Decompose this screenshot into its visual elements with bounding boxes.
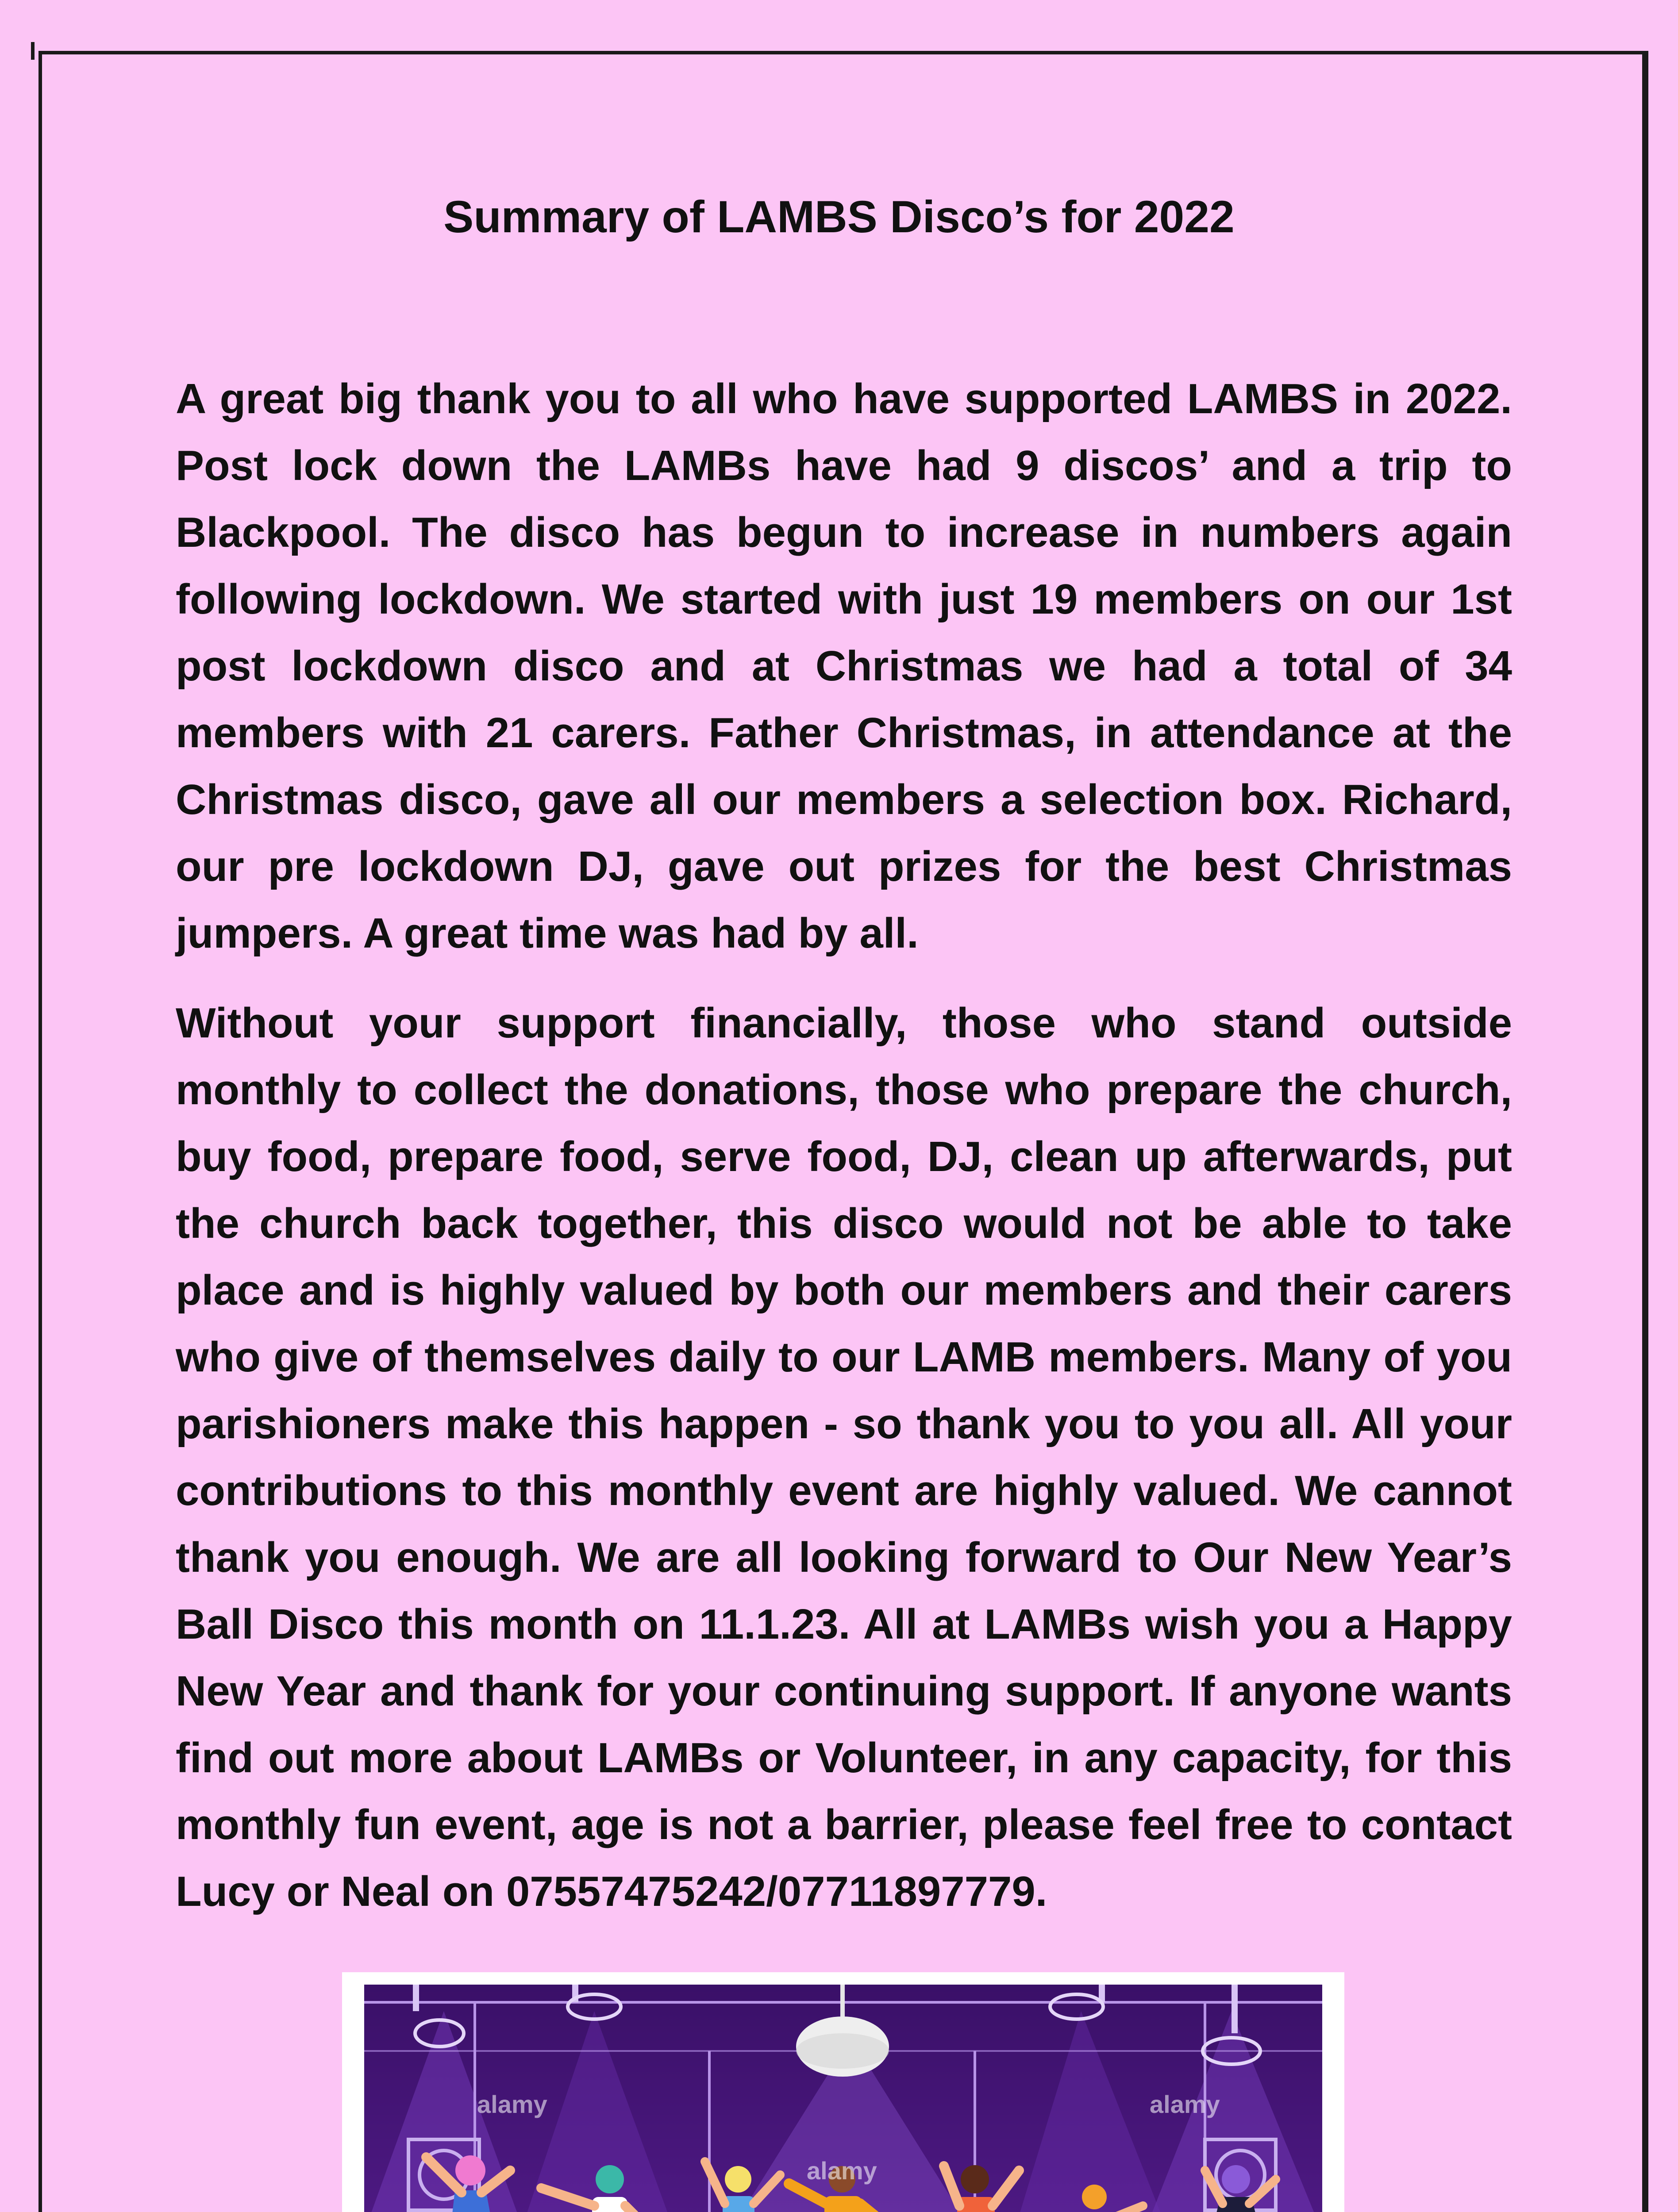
paragraph-thanks: A great big thank you to all who have supported LAMBS in 2022. Post lock down the LAMBs have had 9 discos’ and a trip to Blackpool. The disco has begun to increase in numbers again following lockdown. We started with just 19 members on our 1st post lockdown disco and at Christmas we had a total of 34 members with 21 carers. Father Christmas, in attendance at the Christmas disco, gave all our members a selection box. Richard, our pre lockdown DJ, gave out prizes for the best Christmas jumpers. A great time was had by all. [176,375,1512,957]
watermark-text: alamy [1150,2090,1220,2118]
watermark-text: alamy [807,2157,877,2185]
watermark-text: alamy [477,2090,547,2118]
disco-dancers-illustration [342,1972,1344,2212]
paragraph-support: Without your support financially, those who stand outside monthly to collect the donations, those who prepare the church, buy food, prepare food, serve food, DJ, clean up afterwards, put the church back together, this disco would not be able to take place and is highly valued by both our members and their carers who give of themselves daily to our LAMB members. Many of you parishioners make this happen - so thank you to you all. All your contributions to this monthly event are highly valued. We cannot thank you enough. We are all looking forward to Our New Year’s Ball Disco this month on 11.1.23. All at LAMBs wish you a Happy New Year and thank for your continuing support. If anyone wants find out more about LAMBs or Volunteer, in any capacity, for this monthly fun event, age is not a barrier, please feel free to contact Lucy or Neal on 07557475242/07711897779. [176,999,1512,1915]
crop-mark [31,42,35,60]
document-title: Summary of LAMBS Disco’s for 2022 [443,192,1235,242]
